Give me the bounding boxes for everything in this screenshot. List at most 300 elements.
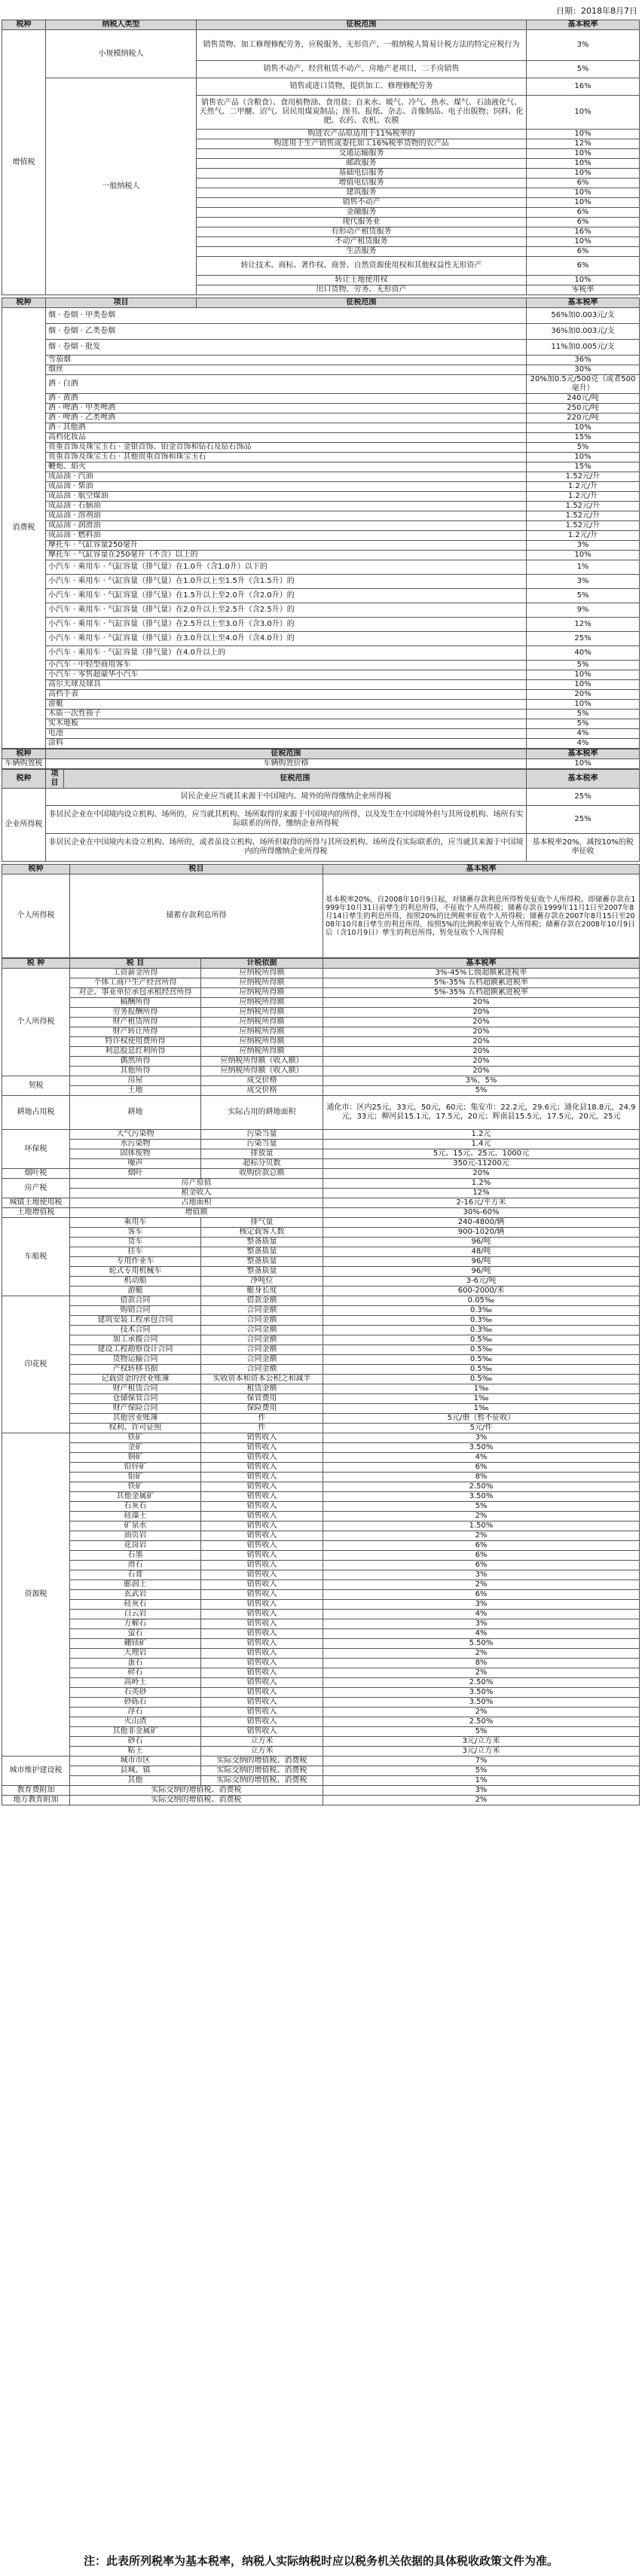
item-cell: 建筑安装工程承包合同 bbox=[70, 1316, 201, 1326]
item-cell: 县城、镇 bbox=[70, 1766, 201, 1776]
basis-cell: 销售收入 bbox=[201, 1688, 323, 1698]
basis-cell: 销售收入 bbox=[201, 1551, 323, 1561]
table-row bbox=[2, 680, 640, 690]
header-rate: 基本税率 bbox=[527, 749, 640, 759]
rate-cell: 通化市：区内25元，33元，50元，60元；集安市：22.2元，29.6元；通化县18.8元，24.9元，33元；柳河县15.1元，17.5元，20元；辉南县15.5元，17.5元，20元，25元 bbox=[323, 1096, 640, 1130]
table-row bbox=[2, 834, 640, 862]
item-cell: 碎石 bbox=[70, 1668, 201, 1678]
item-cell: 小汽车 · 零售超豪华小汽车 bbox=[46, 670, 527, 680]
item-cell: 铜矿 bbox=[70, 1453, 201, 1463]
rate-cell: 36%加0.003元/支 bbox=[527, 324, 640, 340]
item-cell: 城市市区 bbox=[70, 1757, 201, 1766]
table-row bbox=[2, 482, 640, 492]
rate-cell: 3% bbox=[323, 1600, 640, 1610]
rate-cell: 10% bbox=[527, 453, 640, 462]
table-row bbox=[2, 661, 640, 670]
item-cell: 小汽车 · 乘用车 · 气缸容量（排气量）在3.0升以上至4.0升（含4.0升）的 bbox=[46, 632, 527, 646]
table-row bbox=[2, 632, 640, 646]
table-row bbox=[2, 1384, 640, 1394]
item-cell: 实木地板 bbox=[46, 719, 527, 729]
item-cell: 电池 bbox=[46, 729, 527, 739]
basis-cell: 立方米 bbox=[201, 1737, 323, 1747]
basis-cell: 立方米 bbox=[201, 1747, 323, 1757]
table-row bbox=[2, 394, 640, 404]
table-row bbox=[2, 453, 640, 462]
item-cell: 砂砾石 bbox=[70, 1698, 201, 1708]
rate-cell: 0.5‰ bbox=[323, 1375, 640, 1384]
rate-cell: 2% bbox=[323, 1531, 640, 1541]
rate-cell: 3.50% bbox=[323, 1443, 640, 1453]
document-date: 日期：2018年8月7日 bbox=[556, 6, 637, 16]
rate-cell: 1% bbox=[527, 560, 640, 575]
table-row bbox=[2, 874, 640, 958]
rate-cell: 40% bbox=[527, 646, 640, 661]
rate-cell: 5% bbox=[527, 710, 640, 719]
basis-cell: 合同金额 bbox=[201, 1365, 323, 1375]
table-row bbox=[2, 1561, 640, 1570]
table-row bbox=[2, 1306, 640, 1316]
basis-cell: 销售收入 bbox=[201, 1659, 323, 1668]
table-row bbox=[2, 575, 640, 589]
table-row bbox=[2, 1649, 640, 1659]
rate-cell: 1.52元/升 bbox=[527, 472, 640, 482]
item-cell: 轮式专用机械车 bbox=[70, 1267, 201, 1277]
item-cell: 建设工程勘察设计合同 bbox=[70, 1345, 201, 1355]
basis-cell: 整备质量 bbox=[201, 1257, 323, 1267]
item-cell: 粘土 bbox=[70, 1747, 201, 1757]
item-cell: 房屋 bbox=[70, 1076, 201, 1086]
table-row bbox=[2, 1502, 640, 1512]
table-row bbox=[2, 1277, 640, 1286]
taxpayer-type: 小规模纳税人 bbox=[46, 30, 197, 78]
item-cell: 高档手表 bbox=[46, 690, 527, 700]
basis-cell: 实际交纳的增值税、消费税 bbox=[201, 1757, 323, 1766]
table-row bbox=[2, 700, 640, 710]
rate-cell: 10% bbox=[527, 276, 640, 285]
basis-cell: 核定载客人数 bbox=[201, 1228, 323, 1238]
header-type: 纳税人类型 bbox=[46, 20, 197, 30]
item-cell: 购销合同 bbox=[70, 1306, 201, 1316]
table-row bbox=[2, 365, 640, 375]
rate-cell: 3% bbox=[323, 1433, 640, 1443]
consumption-header-row bbox=[2, 298, 640, 308]
item-cell: 萤石 bbox=[70, 1629, 201, 1639]
item-cell: 乘用车 bbox=[70, 1218, 201, 1228]
table-row bbox=[2, 1776, 640, 1786]
vehicle-header-row bbox=[2, 749, 640, 759]
header-tax: 税 种 bbox=[2, 959, 70, 969]
rate-cell: 5元/册（暂不征收） bbox=[323, 1414, 640, 1424]
rate-cell: 10% bbox=[527, 700, 640, 710]
rate-cell: 3% bbox=[527, 575, 640, 589]
table-row bbox=[2, 969, 640, 978]
basis-cell: 租金收入 bbox=[70, 1189, 323, 1198]
rate-cell: 2% bbox=[323, 1796, 640, 1805]
basis-cell: 应纳税所得额 bbox=[201, 1008, 323, 1018]
scope-cell: 基础电信服务 bbox=[197, 169, 527, 179]
item-cell: 蛋石 bbox=[70, 1659, 201, 1668]
scope-cell: 邮政服务 bbox=[197, 159, 527, 169]
table-row bbox=[2, 1086, 640, 1096]
rate-cell: 1.2% bbox=[323, 1179, 640, 1189]
item-cell: 其他 bbox=[70, 1776, 201, 1786]
tax-name: 城镇土地使用税 bbox=[2, 1198, 70, 1208]
rate-cell: 5.50% bbox=[323, 1639, 640, 1649]
table-row bbox=[2, 670, 640, 680]
rate-cell: 10% bbox=[527, 680, 640, 690]
scope-cell: 销售不动产 bbox=[197, 198, 527, 208]
header-item: 税目 bbox=[70, 865, 323, 874]
table-row bbox=[2, 1796, 640, 1805]
basis-cell: 销售收入 bbox=[201, 1580, 323, 1590]
table-row bbox=[2, 433, 640, 443]
rate-cell: 5% bbox=[527, 719, 640, 729]
table-row bbox=[2, 1326, 640, 1335]
basis-cell: 增值额 bbox=[70, 1208, 323, 1218]
tax-name: 企业所得税 bbox=[2, 789, 46, 862]
table-row bbox=[2, 1639, 640, 1649]
rate-cell: 3% bbox=[527, 541, 640, 551]
basis-cell: 合同金额 bbox=[201, 1355, 323, 1365]
scope-cell: 增值电信服务 bbox=[197, 179, 527, 188]
table-row bbox=[2, 759, 640, 769]
item-cell: 小汽车 · 乘用车 · 气缸容量（排气量）在4.0升以上的 bbox=[46, 646, 527, 661]
scope-cell: 生活服务 bbox=[197, 247, 527, 257]
table-row bbox=[2, 404, 640, 414]
table-row bbox=[2, 1678, 640, 1688]
scope-cell: 转让土地使用权 bbox=[197, 276, 527, 285]
item-cell: 硅藻土 bbox=[70, 1512, 201, 1521]
basis-cell: 实际交纳的增值税、消费税 bbox=[201, 1776, 323, 1786]
basis-cell: 销售收入 bbox=[201, 1727, 323, 1737]
rate-cell: 11%加0.005元/支 bbox=[527, 340, 640, 356]
scope-cell: 不动产租赁服务 bbox=[197, 237, 527, 247]
rate-cell: 5% bbox=[527, 589, 640, 603]
table-row bbox=[2, 603, 640, 618]
basis-cell: 应纳税所得额 bbox=[201, 1047, 323, 1057]
rate-cell: 5%-35% 五档超额累进税率 bbox=[323, 978, 640, 988]
table-row bbox=[2, 1786, 640, 1796]
rate-cell: 10% bbox=[527, 551, 640, 560]
basis-cell: 收购价款总额 bbox=[201, 1169, 323, 1179]
item-cell: 烟 · 卷烟 · 甲类卷烟 bbox=[46, 308, 527, 324]
rate-cell: 10% bbox=[527, 169, 640, 179]
item-cell: 财产租赁所得 bbox=[70, 1018, 201, 1027]
item-cell: 烟 · 卷烟 · 乙类卷烟 bbox=[46, 324, 527, 340]
basis-cell: 应纳税所得额（收入额） bbox=[201, 1057, 323, 1067]
rate-cell: 16% bbox=[527, 78, 640, 96]
table-row bbox=[2, 551, 640, 560]
rate-cell: 3-6元/吨 bbox=[323, 1277, 640, 1286]
table-row bbox=[2, 502, 640, 511]
table-row bbox=[2, 1198, 640, 1208]
rate-cell: 10% bbox=[527, 188, 640, 198]
table-row bbox=[2, 1316, 640, 1326]
table-row bbox=[2, 1766, 640, 1776]
rate-cell: 5%-35% 五档超额累进税率 bbox=[323, 988, 640, 998]
table-row bbox=[2, 1365, 640, 1375]
item-cell: 高档化妆品 bbox=[46, 433, 527, 443]
item-cell: 挂车 bbox=[70, 1247, 201, 1257]
rate-cell: 20%加0.5元/500克（或者500毫升） bbox=[527, 375, 640, 394]
basis-cell: 应纳税所得额 bbox=[201, 998, 323, 1008]
rate-cell: 5% bbox=[323, 1086, 640, 1096]
vehicle-table bbox=[2, 749, 640, 769]
item-cell: 矿泉水 bbox=[70, 1521, 201, 1531]
item-cell: 砂石 bbox=[70, 1737, 201, 1747]
table-row bbox=[2, 618, 640, 632]
table-row bbox=[2, 1757, 640, 1766]
table-row bbox=[2, 1688, 640, 1698]
rate-cell: 4% bbox=[323, 1453, 640, 1463]
table-row bbox=[2, 806, 640, 834]
table-row bbox=[2, 1355, 640, 1365]
rate-cell: 0.5‰ bbox=[323, 1335, 640, 1345]
item-cell: 石墨 bbox=[70, 1551, 201, 1561]
rate-cell: 2% bbox=[323, 1580, 640, 1590]
rate-cell: 3% bbox=[527, 30, 640, 61]
rate-cell: 25% bbox=[527, 789, 640, 806]
scope-cell: 销售农产品（含粮食）、食用植物油、食用盐；自来水、暖气、冷气、热水、煤气、石油液化气、天然气、二甲醚、沼气、居民用煤炭制品；图书、报纸、杂志、音像制品、电子出版物；饲料、化肥、农药、农机、农膜 bbox=[197, 96, 527, 130]
header-item: 项目 bbox=[46, 770, 64, 789]
rate-cell: 20% bbox=[323, 1047, 640, 1057]
scope-cell: 出口货物、劳务、无形资产 bbox=[197, 285, 527, 295]
rate-cell: 2.50% bbox=[323, 1482, 640, 1492]
item-cell: 噪声 bbox=[70, 1159, 201, 1169]
scope-cell: 销售或进口货物，提供加工、修理修配劳务 bbox=[197, 78, 527, 96]
basis-cell: 合同金额 bbox=[201, 1306, 323, 1316]
basis-cell: 件 bbox=[201, 1414, 323, 1424]
rate-cell: 3.50% bbox=[323, 1492, 640, 1502]
table-row bbox=[2, 1698, 640, 1708]
table-row bbox=[2, 1140, 640, 1149]
item-cell: 酒 · 啤酒 · 甲类啤酒 bbox=[46, 404, 527, 414]
rate-cell: 4% bbox=[527, 739, 640, 749]
item-cell: 客车 bbox=[70, 1228, 201, 1238]
basis-cell: 销售收入 bbox=[201, 1433, 323, 1443]
item-cell: 铁矿 bbox=[70, 1482, 201, 1492]
table-row bbox=[2, 511, 640, 521]
taxpayer-type: 一般纳税人 bbox=[46, 78, 197, 295]
item-cell: 铅锌矿 bbox=[70, 1463, 201, 1473]
footnote: 注：此表所列税率为基本税率，纳税人实际纳税时应以税务机关依据的具体税收政策文件为准。 bbox=[83, 2554, 558, 2568]
rate-cell: 10% bbox=[527, 423, 640, 433]
rate-cell: 0.5‰ bbox=[323, 1365, 640, 1375]
rate-cell: 8% bbox=[323, 1659, 640, 1668]
item-cell: 其他金属矿 bbox=[70, 1492, 201, 1502]
rate-cell: 20% bbox=[323, 998, 640, 1008]
table-row bbox=[2, 472, 640, 482]
rate-cell: 3.50% bbox=[323, 1698, 640, 1708]
rate-cell: 25% bbox=[527, 806, 640, 834]
header-rate: 基本税率 bbox=[527, 770, 640, 789]
item-cell: 膨润土 bbox=[70, 1580, 201, 1590]
item-cell: 权利、许可证照 bbox=[70, 1424, 201, 1433]
basis-cell: 销售收入 bbox=[201, 1698, 323, 1708]
tax-name: 车辆购置税 bbox=[2, 759, 46, 769]
basis-cell: 销售收入 bbox=[201, 1717, 323, 1727]
table-row bbox=[2, 492, 640, 502]
basis-cell: 应纳税所得额 bbox=[201, 988, 323, 998]
rate-cell: 6% bbox=[527, 208, 640, 218]
rate-cell: 5% bbox=[323, 1502, 640, 1512]
rate-cell: 6% bbox=[323, 1463, 640, 1473]
table-row bbox=[2, 324, 640, 340]
header-rate: 基本税率 bbox=[323, 959, 640, 969]
table-row bbox=[2, 1345, 640, 1355]
item-cell: 记载资金的营业账簿 bbox=[70, 1375, 201, 1384]
rate-cell: 0.5‰ bbox=[323, 1345, 640, 1355]
basis-cell: 合同金额 bbox=[201, 1345, 323, 1355]
item-cell: 偶然所得 bbox=[70, 1057, 201, 1067]
rate-cell: 6% bbox=[323, 1551, 640, 1561]
rate-cell: 1% bbox=[323, 1776, 640, 1786]
basis-cell: 销售收入 bbox=[201, 1639, 323, 1649]
item-cell: 花岗岩 bbox=[70, 1541, 201, 1551]
item-cell: 专用作业车 bbox=[70, 1257, 201, 1267]
item-cell: 财产租赁合同 bbox=[70, 1384, 201, 1394]
header-tax: 税种 bbox=[2, 20, 46, 30]
basis-cell: 保管费用 bbox=[201, 1394, 323, 1404]
basis-cell: 占地面积 bbox=[70, 1198, 323, 1208]
table-row bbox=[2, 789, 640, 806]
basis-cell: 借款金额 bbox=[201, 1296, 323, 1306]
rate-cell: 36% bbox=[527, 356, 640, 365]
tax-name: 印花税 bbox=[2, 1296, 70, 1433]
rate-cell: 600-2000/米 bbox=[323, 1286, 640, 1296]
item-cell: 产权转移书据 bbox=[70, 1365, 201, 1375]
table-row bbox=[2, 1130, 640, 1140]
basis-cell: 实际交纳的增值税、消费税 bbox=[201, 1766, 323, 1776]
item-cell: 酒 · 黄酒 bbox=[46, 394, 527, 404]
table-row bbox=[2, 739, 640, 749]
item-cell: 方解石 bbox=[70, 1619, 201, 1629]
item-cell: 石灰石 bbox=[70, 1502, 201, 1512]
table-row bbox=[2, 375, 640, 394]
item-cell: 货物运输合同 bbox=[70, 1355, 201, 1365]
item-cell: 利息股息红利所得 bbox=[70, 1047, 201, 1057]
rate-cell: 20% bbox=[323, 1169, 640, 1179]
table-row bbox=[2, 988, 640, 998]
table-row bbox=[2, 1149, 640, 1159]
table-row bbox=[2, 589, 640, 603]
item-cell: 油页岩 bbox=[70, 1531, 201, 1541]
item-cell: 小汽车 · 乘用车 · 气缸容量（排气量）在1.0升（含1.0升）以下的 bbox=[46, 560, 527, 575]
rate-cell: 8% bbox=[323, 1473, 640, 1482]
table-row bbox=[2, 1179, 640, 1189]
basis-cell: 销售收入 bbox=[201, 1492, 323, 1502]
rate-cell: 30% bbox=[527, 365, 640, 375]
item-cell: 财产保险合同 bbox=[70, 1404, 201, 1414]
basis-cell: 租赁金额 bbox=[201, 1384, 323, 1394]
item-cell: 火山渣 bbox=[70, 1717, 201, 1727]
tax-name: 资源税 bbox=[2, 1433, 70, 1757]
rate-cell: 1.2元/升 bbox=[527, 531, 640, 541]
tax-name: 教育费附加 bbox=[2, 1786, 70, 1796]
table-row bbox=[2, 1521, 640, 1531]
table-row bbox=[2, 1208, 640, 1218]
basis-cell: 销售收入 bbox=[201, 1482, 323, 1492]
table-row bbox=[2, 1027, 640, 1037]
basis-cell: 应纳税所得额 bbox=[201, 1027, 323, 1037]
rate-cell: 2% bbox=[323, 1649, 640, 1659]
tax-name: 房产税 bbox=[2, 1179, 70, 1198]
basis-cell: 销售收入 bbox=[201, 1473, 323, 1482]
iit-savings-header-row bbox=[2, 865, 640, 874]
basis-cell: 实收资本和资本公积之和减半 bbox=[201, 1375, 323, 1384]
rate-cell: 20% bbox=[323, 1067, 640, 1076]
basis-cell: 净吨位 bbox=[201, 1277, 323, 1286]
header-basis: 计税依据 bbox=[201, 959, 323, 969]
item-cell: 雪茄烟 bbox=[46, 356, 527, 365]
item-cell: 其他营业账簿 bbox=[70, 1414, 201, 1424]
item-cell: 大理岩 bbox=[70, 1649, 201, 1659]
rate-cell: 2% bbox=[323, 1512, 640, 1521]
cit-header-row bbox=[2, 770, 640, 789]
scope-cell: 金融服务 bbox=[197, 208, 527, 218]
rate-cell: 0.3‰ bbox=[323, 1306, 640, 1316]
header-scope: 征税范围 bbox=[46, 749, 527, 759]
item-cell: 白云岩 bbox=[70, 1610, 201, 1619]
item-cell: 浮石 bbox=[70, 1708, 201, 1717]
rate-cell: 10% bbox=[527, 759, 640, 769]
table-row bbox=[2, 1414, 640, 1424]
table-row bbox=[2, 30, 640, 61]
rate-cell: 20% bbox=[323, 1018, 640, 1027]
item-cell: 小汽车 · 乘用车 · 气缸容量（排气量）在1.5升以上至2.0升（含2.0升）的 bbox=[46, 589, 527, 603]
table-row bbox=[2, 1708, 640, 1717]
basis-cell: 整备质量 bbox=[201, 1238, 323, 1247]
tax-name: 契税 bbox=[2, 1076, 70, 1096]
tax-name: 个人所得税 bbox=[2, 874, 70, 958]
rate-cell: 12% bbox=[323, 1189, 640, 1198]
rate-cell: 1.2元 bbox=[323, 1130, 640, 1140]
table-row bbox=[2, 560, 640, 575]
rate-cell: 零税率 bbox=[527, 285, 640, 295]
item-cell: 加工承揽合同 bbox=[70, 1335, 201, 1345]
item-cell: 借款合同 bbox=[70, 1296, 201, 1306]
rate-cell: 10% bbox=[527, 198, 640, 208]
table-row bbox=[2, 1394, 640, 1404]
rate-cell: 3% bbox=[323, 1619, 640, 1629]
rate-cell: 350元-11200元 bbox=[323, 1159, 640, 1169]
rate-cell: 1‰ bbox=[323, 1404, 640, 1414]
rate-cell: 1‰ bbox=[323, 1394, 640, 1404]
table-row bbox=[2, 1018, 640, 1027]
item-cell: 金矿 bbox=[70, 1443, 201, 1453]
item-cell: 钼矿 bbox=[70, 1473, 201, 1482]
table-row bbox=[2, 1335, 640, 1345]
basis-cell: 销售收入 bbox=[201, 1463, 323, 1473]
basis-cell: 污染当量 bbox=[201, 1130, 323, 1140]
basis-cell: 销售收入 bbox=[201, 1590, 323, 1600]
rate-cell: 2% bbox=[323, 1708, 640, 1717]
rate-cell: 3% bbox=[323, 1786, 640, 1796]
header-item: 项目 bbox=[46, 298, 197, 308]
item-cell: 机动船 bbox=[70, 1277, 201, 1286]
table-row bbox=[2, 1008, 640, 1018]
rate-cell: 1.2元/升 bbox=[527, 492, 640, 502]
table-row bbox=[2, 1375, 640, 1384]
rate-cell: 9% bbox=[527, 603, 640, 618]
item-cell: 货车 bbox=[70, 1238, 201, 1247]
rate-cell: 1.2元/升 bbox=[527, 482, 640, 492]
table-row bbox=[2, 462, 640, 472]
rate-cell: 4% bbox=[323, 1610, 640, 1619]
scope-cell: 现代服务业 bbox=[197, 218, 527, 227]
rate-cell: 10% bbox=[527, 159, 640, 169]
rate-cell: 5% bbox=[527, 661, 640, 670]
